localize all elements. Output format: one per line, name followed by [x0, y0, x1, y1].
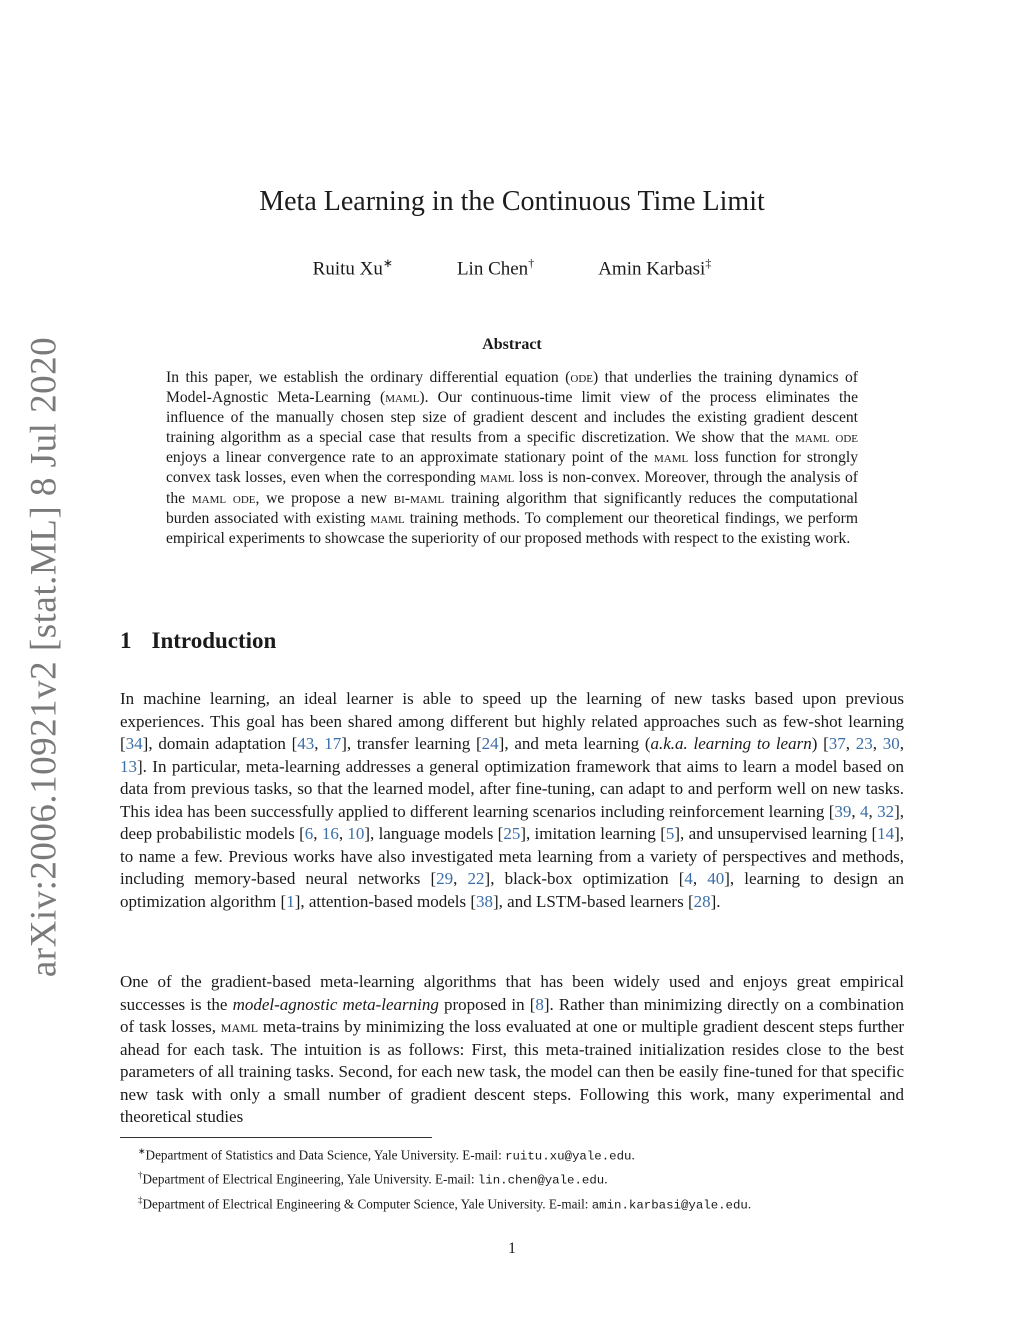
abstract-heading: Abstract: [482, 336, 542, 353]
citation-link[interactable]: 25: [503, 824, 521, 843]
citation-link[interactable]: 22: [467, 869, 485, 888]
citation-link[interactable]: 14: [877, 824, 895, 843]
author: Lin Chen†: [456, 256, 535, 280]
email-address: ruitu.xu@yale.edu: [505, 1149, 632, 1164]
citation-link[interactable]: 23: [855, 734, 873, 753]
citation-link[interactable]: 32: [877, 801, 895, 821]
citation-link[interactable]: 40: [707, 869, 725, 888]
citation-link[interactable]: 6: [304, 824, 314, 843]
citation-link[interactable]: 5: [665, 824, 675, 843]
citation-link[interactable]: 8: [535, 994, 544, 1014]
section-heading: 1 Introduction: [120, 628, 277, 653]
citation-link[interactable]: 13: [120, 756, 137, 776]
footnote: †Department of Electrical Engineering, Yale University. E-mail: lin.chen@yale.edu.: [138, 1170, 608, 1188]
citation-link[interactable]: 10: [347, 824, 365, 843]
abstract-text: In this paper, we establish the ordinary differential equation (ode) that underlies the training dynamics of Model-Agnostic Meta-Learning (maml). Our continuous-time limit view of the process eliminates the influence of the manually chosen step size of gradient descent and includes the existing gradient descent training algorithm as a special case that results from a specific discretization. We show that the maml ode enjoys a linear convergence rate to an approximate stationary point of the maml loss function for strongly convex task losses, even when the corresponding maml loss is non-convex. Moreover, through the analysis of the maml ode, we propose a new bi-maml training algorithm that significantly reduces the computational burden associated with existing maml training methods. To complement our theoretical findings, we perform empirical experiments to showcase the superiority of our proposed methods with respect to the existing work.: [166, 369, 859, 547]
citation-link[interactable]: 30: [882, 734, 900, 753]
citation-link[interactable]: 24: [481, 734, 499, 753]
citation-link[interactable]: 17: [324, 734, 342, 753]
citation-link[interactable]: 37: [828, 734, 846, 753]
paper-title: Meta Learning in the Continuous Time Limit: [259, 186, 765, 217]
citation-link[interactable]: 4: [859, 801, 869, 821]
citation-link[interactable]: 43: [297, 734, 315, 753]
citation-link[interactable]: 16: [321, 824, 339, 843]
citation-link[interactable]: 38: [475, 891, 493, 911]
footnotes: [120, 1142, 904, 1215]
email-address: lin.chen@yale.edu: [477, 1173, 605, 1188]
author-list: [120, 256, 904, 280]
citation-link[interactable]: 34: [125, 734, 143, 753]
citation-link[interactable]: 4: [684, 869, 693, 888]
citation-link[interactable]: 29: [436, 869, 454, 888]
citation-link[interactable]: 28: [693, 891, 711, 911]
citation-link[interactable]: 1: [286, 891, 295, 911]
footnote-divider: [120, 1137, 432, 1138]
intro-paragraph-2: One of the gradient-based meta-learning algorithms that has been widely used and enjoys great empirical successes is the model-agnostic meta-learning proposed in [8]. Rather than minimizing directly on a combination of task losses, maml meta-trains by minimizing the loss evaluated at one or multiple gradient descent steps further ahead for each task. The intuition is as follows: First, this meta-trained initialization resides close to the best parameters of all training tasks. Second, for each new task, the model can then be easily fine-tuned for that specific new task with only a small number of gradient descent steps. Following this work, many experimental and theoretical studies: [120, 972, 904, 1126]
footnote: ‡Department of Electrical Engineering & Computer Science, Yale University. E-mail: amin.karbasi@yale.edu.: [138, 1194, 752, 1213]
author: Amin Karbasi‡: [598, 256, 712, 280]
author: Ruitu Xu∗: [312, 256, 393, 280]
page-number: 1: [508, 1240, 516, 1257]
arxiv-identifier-stamp: arXiv:2006.10921v2 [stat.ML] 8 Jul 2020: [23, 336, 65, 978]
citation-link[interactable]: 39: [834, 801, 852, 821]
intro-paragraph-1: In machine learning, an ideal learner is able to speed up the learning of new tasks based upon previous experiences. This goal has been shared among different but highly related approaches such as few-shot learning [34], domain adaptation [43, 17], transfer learning [24], and meta learning (a.k.a. learning to learn) [37, 23, 30, 13]. In particular, meta-learning addresses a general optimization framework that aims to learn a model based on data from previous tasks, so that the learned model, after fine-tuning, can adapt to and perform well on new tasks. This idea has been successfully applied to different learning scenarios including reinforcement learning [39, 4, 32], deep probabilistic models [6, 16, 10], language models [25], imitation learning [5], and unsupervised learning [14], to name a few. Previous works have also investigated meta learning from a variety of perspectives and methods, including memory-based neural networks [29, 22], black-box optimization [4, 40], learning to design an optimization algorithm [1], attention-based models [38], and LSTM-based learners [28].: [120, 689, 905, 911]
footnote: ∗Department of Statistics and Data Science, Yale University. E-mail: ruitu.xu@yale.edu.: [138, 1146, 635, 1164]
email-address: amin.karbasi@yale.edu: [591, 1198, 748, 1213]
